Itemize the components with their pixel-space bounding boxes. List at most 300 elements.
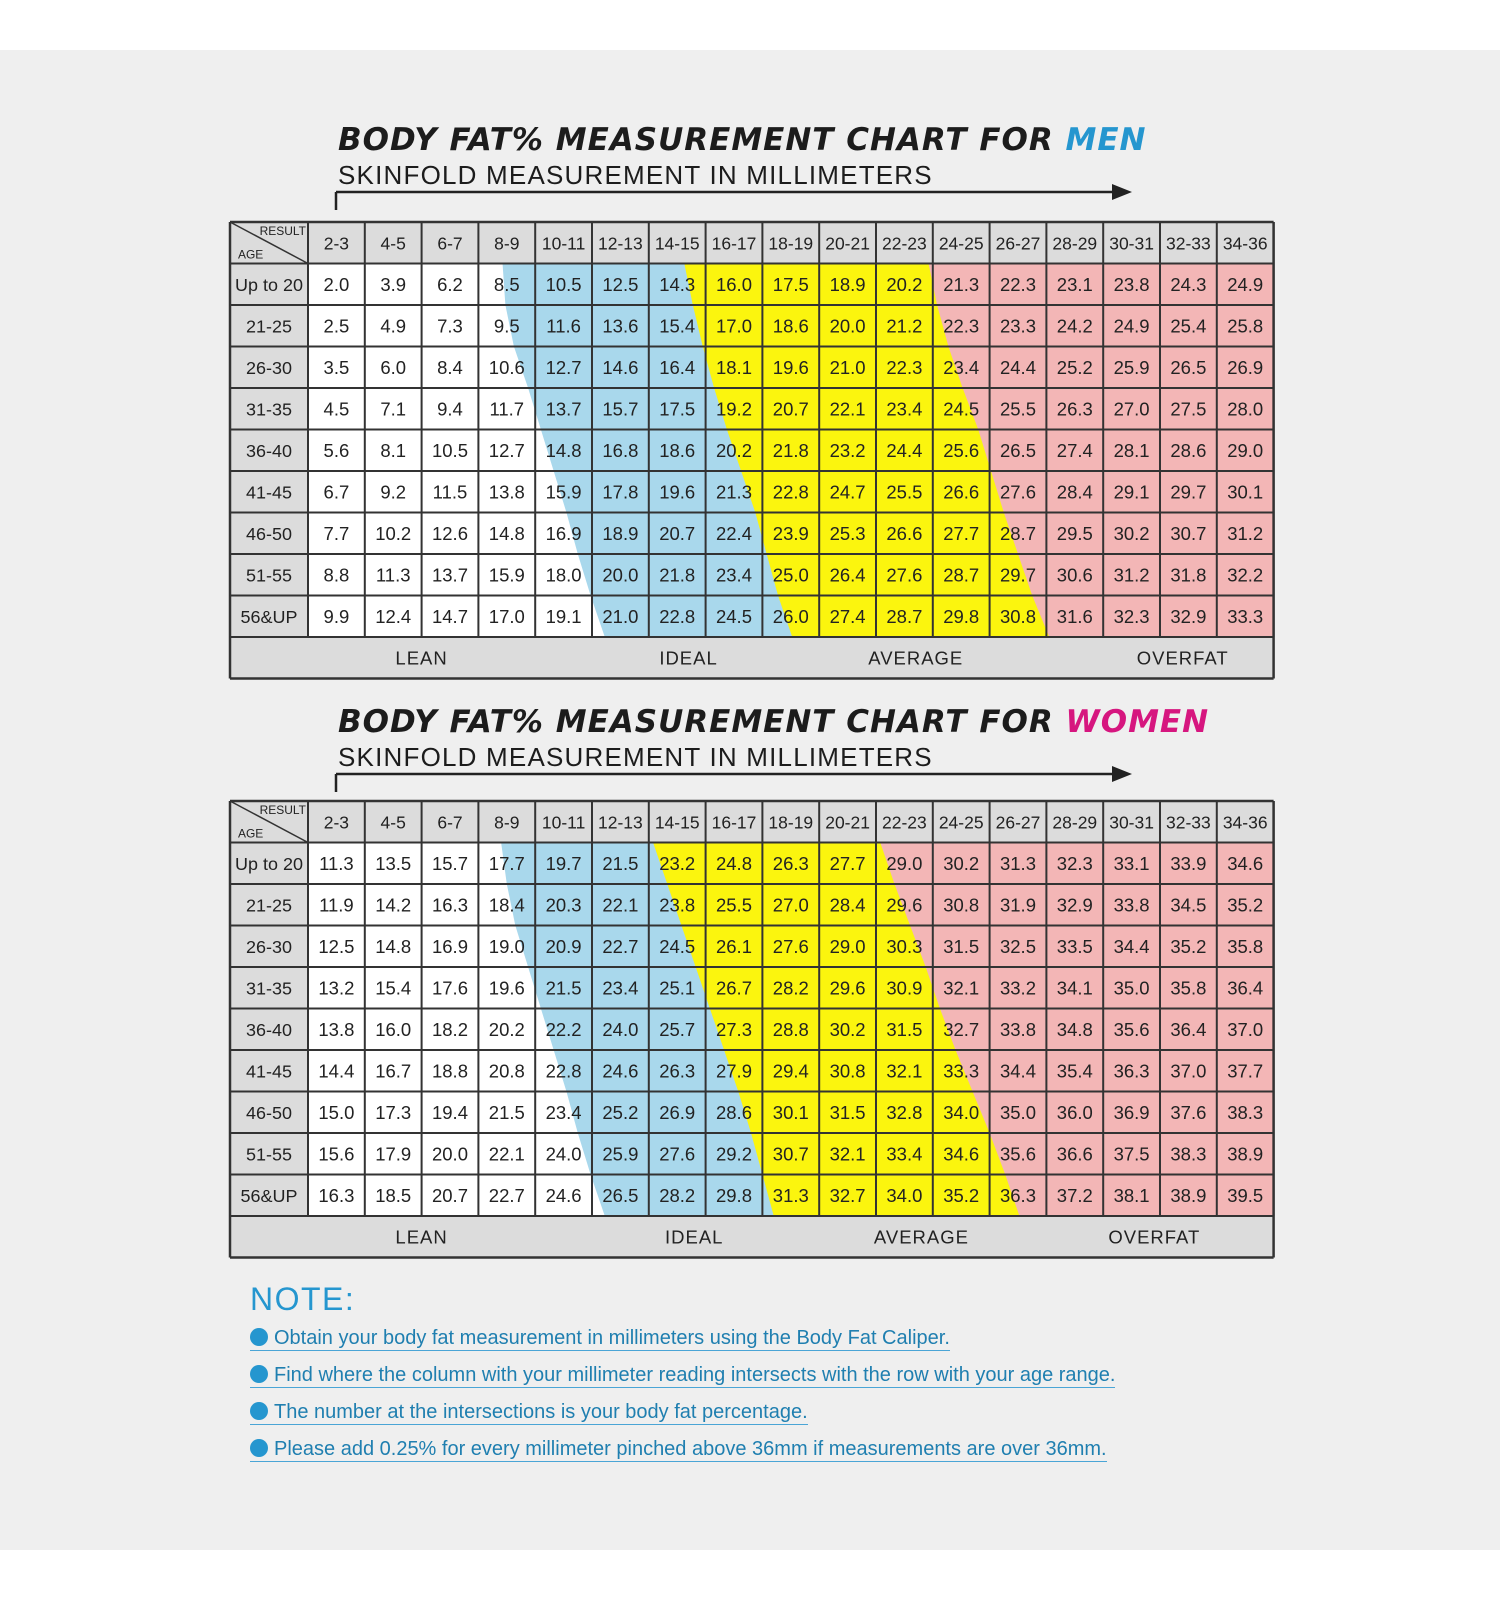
cell-value: 16.0 [375,1019,412,1041]
cell-value: 9.4 [437,398,463,420]
cell-value: 34.8 [1056,1019,1093,1041]
column-header: 22-23 [882,812,927,833]
cell-value: 30.1 [772,1102,809,1124]
cell-value: 19.7 [545,853,582,875]
row-label: 46-50 [245,524,292,545]
cell-value: 33.3 [1227,606,1264,628]
cell-value: 24.0 [602,1019,639,1041]
cell-value: 32.5 [1000,936,1036,958]
cell-value: 20.0 [829,315,866,337]
cell-value: 16.0 [716,274,752,296]
cell-value: 20.7 [772,398,809,420]
cell-value: 21.2 [886,315,923,337]
cell-value: 34.4 [1000,1060,1036,1082]
cell-value: 32.7 [943,1019,980,1041]
cell-value: 14.6 [602,357,639,379]
cell-value: 16.9 [432,936,468,958]
row-label: 56&UP [240,1186,298,1207]
cell-value: 24.9 [1113,315,1150,337]
cell-value: 33.2 [1000,977,1036,999]
column-header: 24-25 [938,233,984,254]
band-label-row-bg [230,637,1274,678]
cell-value: 32.9 [1056,894,1093,916]
cell-value: 29.6 [886,894,923,916]
cell-value: 25.9 [602,1143,639,1165]
cell-value: 38.3 [1227,1102,1264,1124]
cell-value: 25.2 [1056,357,1093,379]
cell-value: 25.0 [772,564,809,586]
corner-label-age: AGE [237,247,264,262]
cell-value: 25.7 [659,1019,696,1041]
women-body-fat-table [228,799,1272,1261]
cell-value: 26.3 [772,853,809,875]
column-header: 8-9 [494,812,520,833]
cell-value: 30.2 [1113,523,1150,545]
cell-value: 15.7 [432,853,468,875]
corner-label-result: RESULT [259,224,306,239]
cell-value: 37.0 [1227,1019,1264,1041]
cell-value: 35.6 [1000,1143,1036,1165]
cell-value: 26.3 [659,1060,696,1082]
band-label: AVERAGE [873,1226,969,1248]
column-header: 22-23 [882,233,927,254]
cell-value: 21.0 [829,357,866,379]
cell-value: 26.5 [1170,357,1207,379]
cell-value: 30.1 [1227,481,1264,503]
cell-value: 20.2 [886,274,923,296]
cell-value: 25.2 [602,1102,639,1124]
cell-value: 26.4 [829,564,866,586]
cell-value: 37.5 [1113,1143,1150,1165]
cell-value: 33.3 [943,1060,980,1082]
cell-value: 20.2 [488,1019,525,1041]
cell-value: 3.5 [323,357,350,379]
cell-value: 29.2 [716,1143,752,1165]
cell-value: 5.6 [323,440,350,462]
cell-value: 20.8 [488,1060,525,1082]
cell-value: 27.7 [829,853,866,875]
cell-value: 29.7 [1000,564,1036,586]
column-header: 28-29 [1052,812,1098,833]
cell-value: 34.0 [943,1102,980,1124]
cell-value: 20.7 [432,1185,468,1207]
cell-value: 32.1 [829,1143,866,1165]
cell-value: 27.9 [716,1060,752,1082]
men-chart-subtitle: SKINFOLD MEASUREMENT IN MILLIMETERS [338,160,933,190]
cell-value: 28.2 [659,1185,696,1207]
cell-value: 37.0 [1170,1060,1207,1082]
cell-value: 24.4 [1000,357,1036,379]
cell-value: 22.7 [488,1185,525,1207]
row-label: 56&UP [240,607,298,628]
cell-value: 17.7 [488,853,525,875]
cell-value: 30.9 [886,977,923,999]
column-header: 32-33 [1166,812,1211,833]
cell-value: 11.7 [489,398,525,420]
column-header: 30-31 [1109,812,1154,833]
cell-value: 29.0 [886,853,923,875]
cell-value: 6.7 [323,481,350,503]
cell-value: 36.6 [1056,1143,1093,1165]
cell-value: 3.9 [380,274,407,296]
column-header: 16-17 [711,812,757,833]
cell-value: 23.4 [943,357,980,379]
cell-value: 33.9 [1170,853,1207,875]
cell-value: 30.2 [943,853,980,875]
cell-value: 18.1 [716,357,752,379]
cell-value: 17.6 [432,977,468,999]
column-header: 6-7 [437,812,463,833]
cell-value: 28.4 [829,894,866,916]
cell-value: 20.3 [545,894,582,916]
cell-value: 32.3 [1113,606,1150,628]
cell-value: 21.8 [659,564,696,586]
column-header: 26-27 [995,233,1041,254]
cell-value: 27.3 [716,1019,752,1041]
cell-value: 35.2 [1227,894,1264,916]
cell-value: 12.7 [488,440,525,462]
cell-value: 13.2 [318,977,355,999]
women-direction-arrow [334,762,1134,792]
cell-value: 12.4 [375,606,412,628]
cell-value: 29.5 [1056,523,1093,545]
corner-label-result: RESULT [259,803,306,818]
column-header: 16-17 [711,233,757,254]
cell-value: 22.3 [1000,274,1036,296]
band-label: AVERAGE [868,647,964,669]
cell-value: 13.5 [375,853,412,875]
cell-value: 30.8 [829,1060,866,1082]
cell-value: 21.3 [943,274,980,296]
cell-value: 16.3 [318,1185,355,1207]
women-title-main: BODY FAT% MEASUREMENT CHART FOR [338,704,1054,740]
cell-value: 11.3 [319,853,354,875]
cell-value: 17.0 [488,606,525,628]
cell-value: 35.0 [1000,1102,1036,1124]
cell-value: 24.7 [829,481,866,503]
cell-value: 23.2 [829,440,866,462]
cell-value: 17.3 [375,1102,412,1124]
cell-value: 31.8 [1170,564,1207,586]
cell-value: 38.1 [1113,1185,1150,1207]
cell-value: 7.3 [437,315,463,337]
cell-value: 18.0 [545,564,582,586]
cell-value: 28.1 [1113,440,1150,462]
cell-value: 24.5 [943,398,980,420]
cell-value: 27.5 [1170,398,1207,420]
row-label: Up to 20 [234,275,303,296]
cell-value: 19.4 [432,1102,468,1124]
cell-value: 26.5 [602,1185,639,1207]
cell-value: 12.7 [545,357,582,379]
cell-value: 28.6 [1170,440,1207,462]
cell-value: 15.7 [602,398,639,420]
cell-value: 11.3 [375,564,411,586]
cell-value: 18.5 [375,1185,412,1207]
column-header: 32-33 [1166,233,1211,254]
cell-value: 13.7 [432,564,468,586]
bullet-icon [250,1402,268,1420]
column-header: 10-11 [541,812,586,833]
row-label: 51-55 [245,1144,292,1165]
column-header: 14-15 [654,812,700,833]
column-header: 28-29 [1052,233,1098,254]
men-body-fat-table [228,220,1272,682]
cell-value: 23.4 [886,398,923,420]
cell-value: 12.6 [432,523,468,545]
cell-value: 37.2 [1056,1185,1093,1207]
cell-value: 23.3 [1000,315,1036,337]
cell-value: 18.9 [602,523,639,545]
cell-value: 16.8 [602,440,639,462]
note-item [250,1327,950,1351]
cell-value: 19.2 [716,398,752,420]
cell-value: 23.8 [1113,274,1150,296]
cell-value: 18.8 [432,1060,468,1082]
row-label: 46-50 [245,1103,292,1124]
cell-value: 33.5 [1056,936,1093,958]
column-header: 8-9 [494,233,520,254]
cell-value: 21.5 [488,1102,525,1124]
bullet-icon [250,1439,268,1457]
cell-value: 34.5 [1170,894,1207,916]
cell-value: 25.8 [1227,315,1264,337]
cell-value: 14.2 [375,894,412,916]
cell-value: 19.1 [545,606,582,628]
row-label: 26-30 [245,937,292,958]
men-chart-title [338,122,1147,158]
row-label: 26-30 [245,358,292,379]
cell-value: 31.9 [1000,894,1036,916]
cell-value: 28.7 [1000,523,1036,545]
band-label: LEAN [395,1226,448,1248]
cell-value: 8.5 [493,274,520,296]
cell-value: 21.5 [602,853,639,875]
women-chart-subtitle: SKINFOLD MEASUREMENT IN MILLIMETERS [338,742,933,772]
cell-value: 21.8 [772,440,809,462]
cell-value: 29.0 [829,936,866,958]
column-header: 2-3 [323,233,350,254]
cell-value: 37.7 [1227,1060,1264,1082]
cell-value: 18.4 [488,894,525,916]
cell-value: 28.7 [943,564,980,586]
cell-value: 32.2 [1227,564,1264,586]
cell-value: 9.2 [380,481,407,503]
note-item [250,1438,1107,1462]
cell-value: 29.8 [716,1185,752,1207]
cell-value: 8.1 [380,440,407,462]
row-label: 36-40 [245,441,292,462]
cell-value: 35.8 [1227,936,1264,958]
cell-value: 16.9 [545,523,582,545]
cell-value: 38.3 [1170,1143,1207,1165]
cell-value: 25.6 [943,440,980,462]
cell-value: 6.2 [437,274,463,296]
cell-value: 31.2 [1227,523,1264,545]
cell-value: 24.6 [545,1185,582,1207]
note-item [250,1364,1115,1388]
cell-value: 34.4 [1113,936,1150,958]
women-chart-title [338,704,1209,740]
cell-value: 18.6 [659,440,696,462]
cell-value: 10.2 [375,523,412,545]
cell-value: 30.7 [1170,523,1207,545]
cell-value: 28.4 [1056,481,1093,503]
cell-value: 26.1 [716,936,752,958]
column-header: 4-5 [380,233,406,254]
cell-value: 32.1 [943,977,980,999]
cell-value: 20.0 [602,564,639,586]
cell-value: 32.7 [829,1185,866,1207]
cell-value: 18.6 [772,315,809,337]
row-label: 51-55 [245,565,292,586]
column-header: 18-19 [768,233,814,254]
cell-value: 22.4 [716,523,752,545]
cell-value: 24.3 [1170,274,1207,296]
cell-value: 30.7 [772,1143,809,1165]
cell-value: 28.6 [716,1102,752,1124]
cell-value: 26.5 [1000,440,1036,462]
cell-value: 10.5 [545,274,582,296]
cell-value: 29.4 [772,1060,809,1082]
women-title-accent: WOMEN [1065,704,1210,740]
cell-value: 22.3 [943,315,980,337]
row-label: 31-35 [245,399,292,420]
column-header: 12-13 [598,233,643,254]
cell-value: 19.6 [488,977,525,999]
cell-value: 14.4 [318,1060,355,1082]
cell-value: 35.4 [1056,1060,1093,1082]
cell-value: 21.3 [716,481,752,503]
cell-value: 2.5 [323,315,350,337]
cell-value: 34.0 [886,1185,923,1207]
column-header: 18-19 [768,812,814,833]
cell-value: 29.6 [829,977,866,999]
cell-value: 22.8 [545,1060,582,1082]
cell-value: 35.0 [1113,977,1150,999]
column-header: 26-27 [995,812,1041,833]
row-label: 21-25 [245,316,292,337]
cell-value: 34.6 [1227,853,1264,875]
cell-value: 10.5 [432,440,468,462]
column-header: 10-11 [541,233,586,254]
cell-value: 25.5 [886,481,923,503]
cell-value: 20.2 [716,440,752,462]
cell-value: 32.3 [1056,853,1093,875]
cell-value: 28.2 [772,977,809,999]
cell-value: 26.6 [886,523,923,545]
cell-value: 11.5 [432,481,468,503]
cell-value: 33.4 [886,1143,923,1165]
cell-value: 33.8 [1000,1019,1036,1041]
column-header: 14-15 [654,233,700,254]
cell-value: 4.9 [380,315,407,337]
cell-value: 29.8 [943,606,980,628]
men-title-main: BODY FAT% MEASUREMENT CHART FOR [338,122,1054,158]
cell-value: 22.8 [659,606,696,628]
cell-value: 21.0 [602,606,639,628]
cell-value: 34.1 [1056,977,1093,999]
cell-value: 35.2 [1170,936,1207,958]
cell-value: 26.9 [659,1102,696,1124]
cell-value: 26.9 [1227,357,1264,379]
cell-value: 15.4 [659,315,696,337]
cell-value: 26.7 [716,977,752,999]
cell-value: 16.4 [659,357,696,379]
cell-value: 8.4 [437,357,463,379]
cell-value: 36.3 [1000,1185,1036,1207]
cell-value: 24.0 [545,1143,582,1165]
cell-value: 8.8 [323,564,350,586]
cell-value: 36.3 [1113,1060,1150,1082]
cell-value: 15.0 [318,1102,355,1124]
cell-value: 14.7 [432,606,468,628]
cell-value: 25.5 [716,894,752,916]
cell-value: 17.9 [375,1143,412,1165]
cell-value: 28.8 [772,1019,809,1041]
cell-value: 33.8 [1113,894,1150,916]
cell-value: 25.1 [659,977,696,999]
cell-value: 6.0 [380,357,407,379]
cell-value: 28.0 [1227,398,1264,420]
cell-value: 22.7 [602,936,639,958]
cell-value: 38.9 [1227,1143,1264,1165]
cell-value: 9.9 [323,606,350,628]
column-header: 20-21 [825,233,870,254]
cell-value: 22.1 [602,894,639,916]
cell-value: 27.7 [943,523,980,545]
cell-value: 27.6 [886,564,923,586]
cell-value: 34.6 [943,1143,980,1165]
cell-value: 25.3 [829,523,866,545]
cell-value: 18.9 [829,274,866,296]
cell-value: 24.5 [659,936,696,958]
cell-value: 32.8 [886,1102,923,1124]
column-header: 20-21 [825,812,870,833]
cell-value: 25.9 [1113,357,1150,379]
cell-value: 15.9 [545,481,582,503]
cell-value: 27.0 [772,894,809,916]
cell-value: 25.4 [1170,315,1207,337]
cell-value: 19.6 [772,357,809,379]
cell-value: 25.5 [1000,398,1036,420]
table-svg [228,799,1276,1260]
cell-value: 26.3 [1056,398,1093,420]
cell-value: 13.8 [488,481,525,503]
cell-value: 12.5 [318,936,355,958]
row-label: 21-25 [245,895,292,916]
table-svg [228,220,1276,681]
cell-value: 14.3 [659,274,696,296]
cell-value: 27.6 [1000,481,1036,503]
column-header: 34-36 [1222,812,1268,833]
band-label: IDEAL [659,647,718,669]
cell-value: 22.1 [829,398,866,420]
note-item [250,1401,808,1425]
cell-value: 13.7 [545,398,582,420]
cell-value: 19.6 [659,481,696,503]
cell-value: 16.3 [432,894,468,916]
band-label: LEAN [395,647,448,669]
cell-value: 31.5 [829,1102,866,1124]
cell-value: 35.6 [1113,1019,1150,1041]
cell-value: 15.9 [488,564,525,586]
cell-value: 31.3 [772,1185,809,1207]
cell-value: 11.9 [319,894,354,916]
cell-value: 10.6 [488,357,525,379]
column-header: 34-36 [1222,233,1268,254]
cell-value: 30.2 [829,1019,866,1041]
